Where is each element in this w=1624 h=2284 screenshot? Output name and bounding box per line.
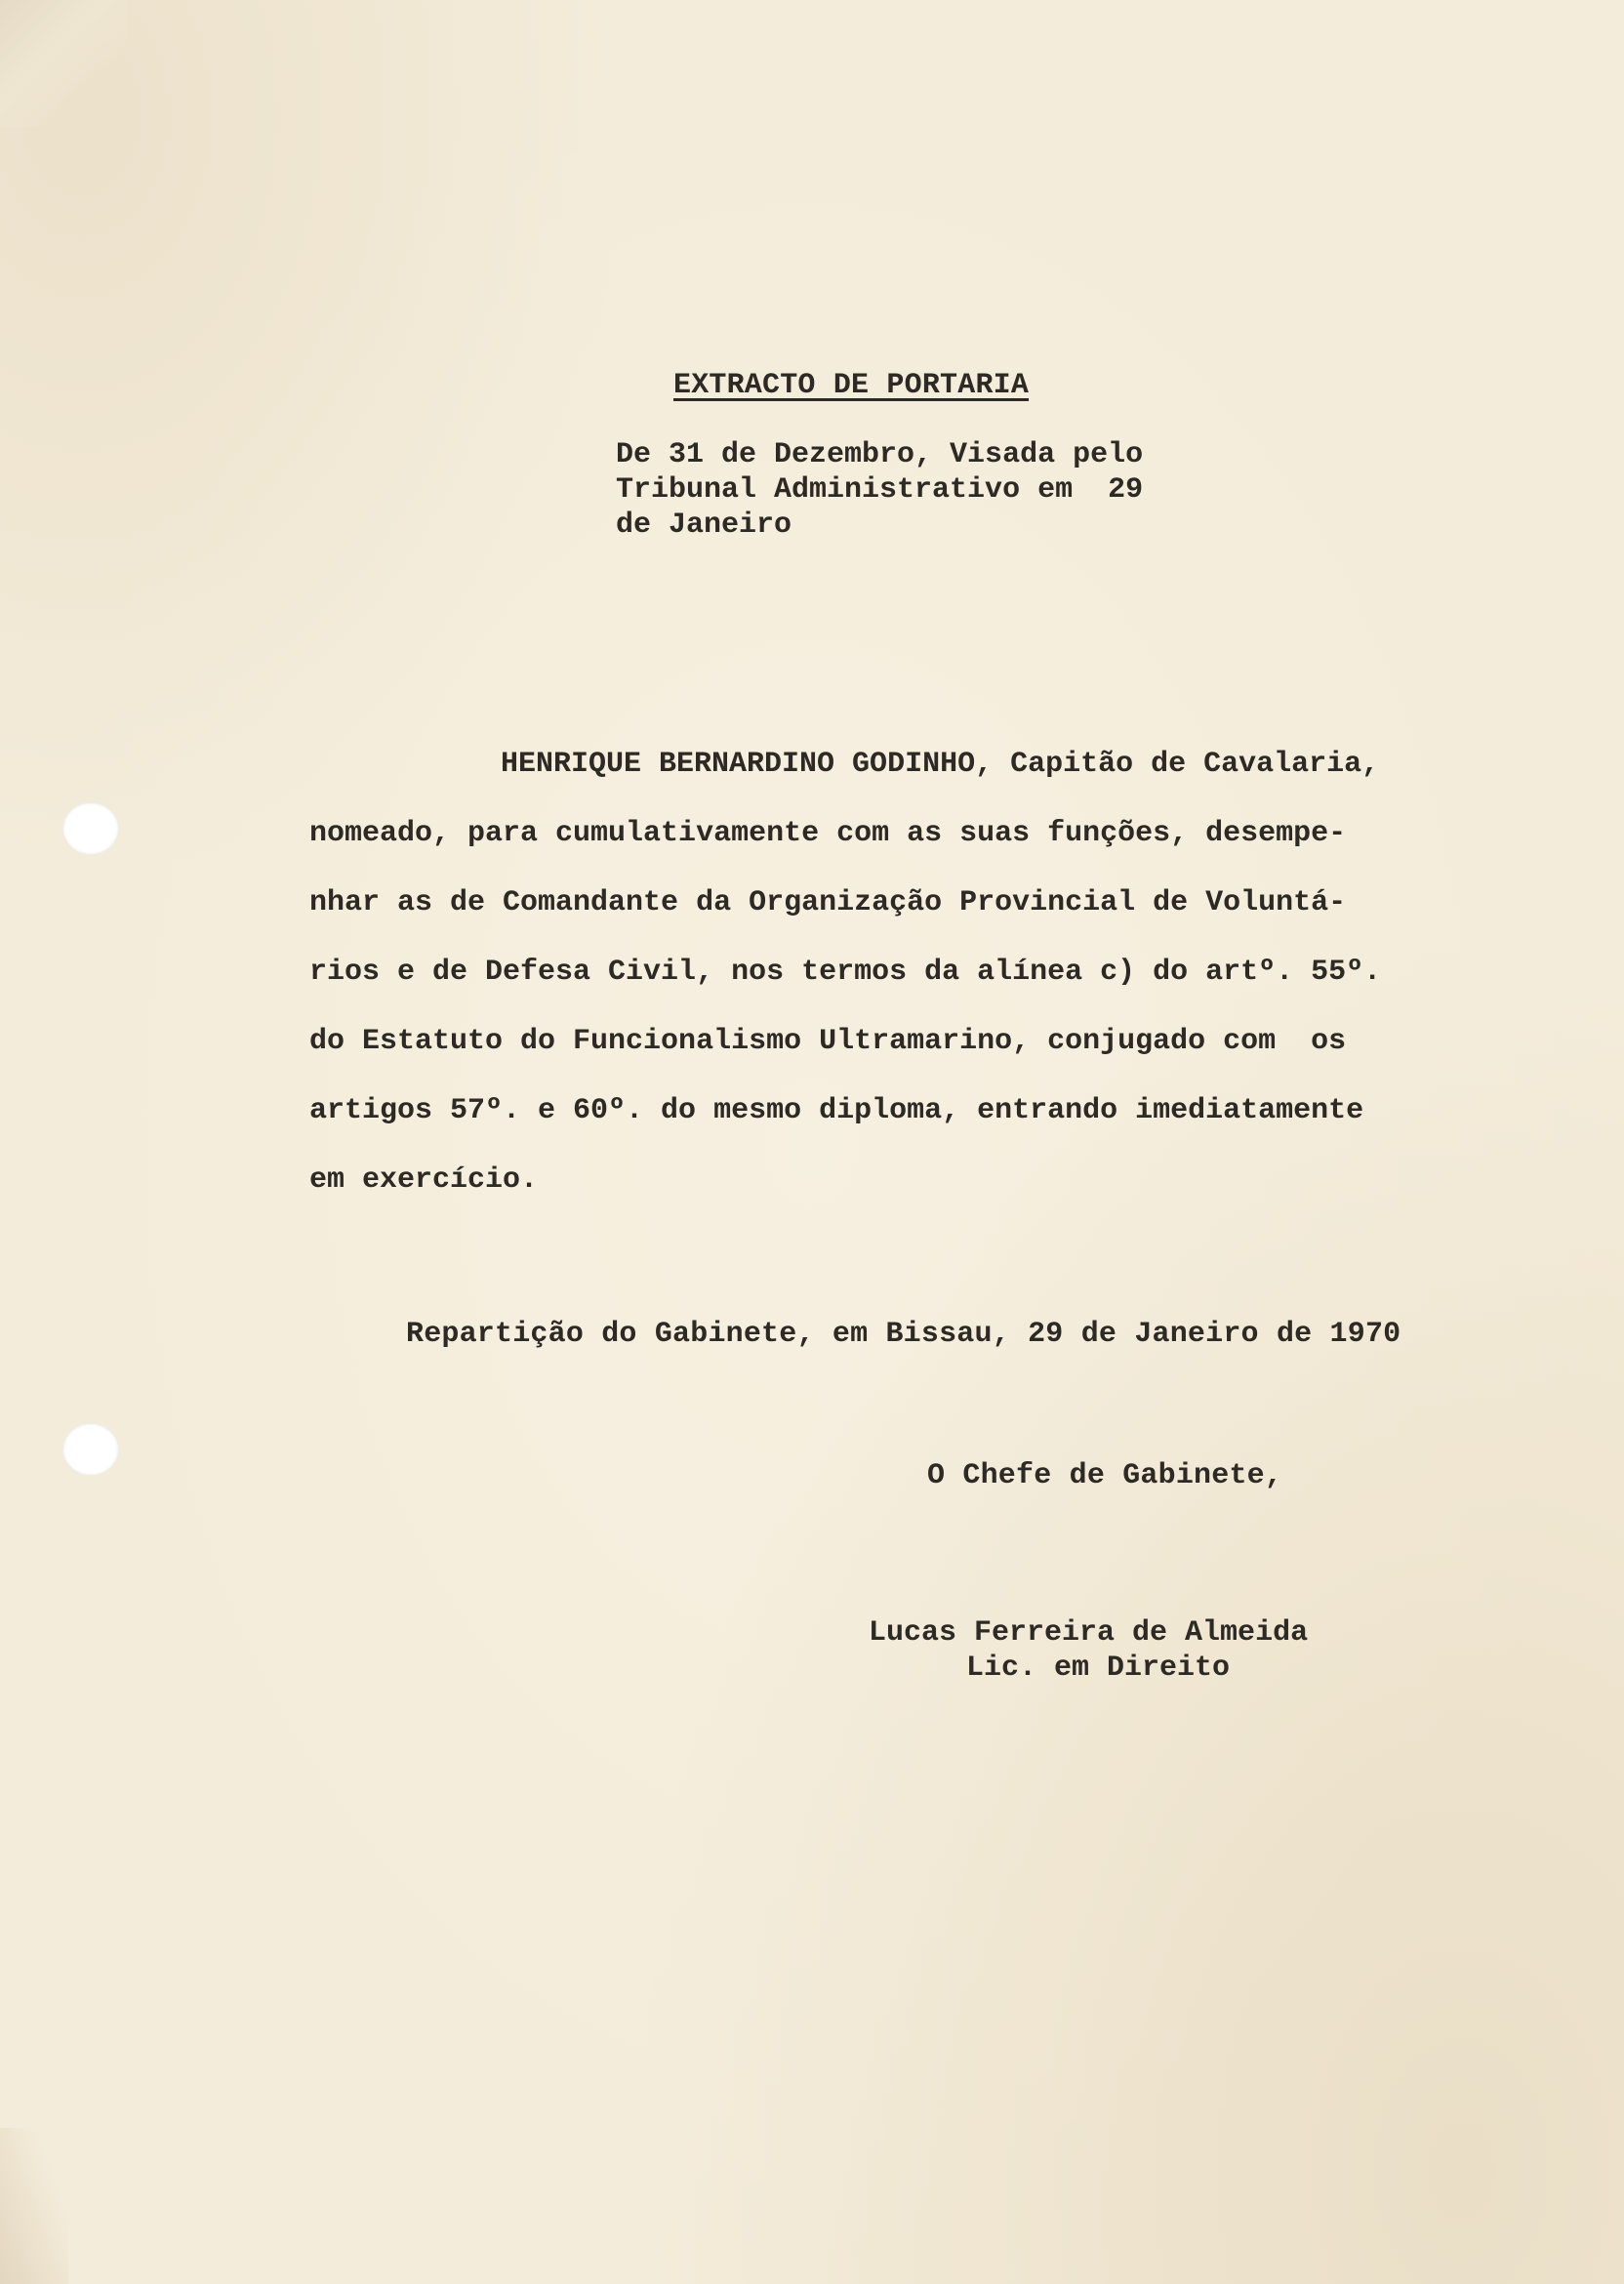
place-date: Repartição do Gabinete, em Bissau, 29 de Janeiro de 1970 <box>406 1318 1401 1351</box>
torn-corner <box>0 0 127 127</box>
body-line: artigos 57º. e 60º. do mesmo diploma, entrando imediatamente <box>309 1094 1364 1127</box>
subtitle-line: De 31 de Dezembro, Visada pelo <box>616 438 1144 471</box>
body-line: em exercício. <box>309 1163 539 1197</box>
subtitle-line: de Janeiro <box>616 509 792 542</box>
body-line: nhar as de Comandante da Organização Provincial de Voluntá- <box>309 886 1347 919</box>
signatory-name: Lucas Ferreira de Almeida <box>869 1616 1309 1650</box>
subtitle-line: Tribunal Administrativo em 29 <box>616 473 1144 507</box>
body-line: rios e de Defesa Civil, nos termos da alínea c) do artº. 55º. <box>309 956 1382 989</box>
paper-fold <box>0 2128 68 2284</box>
signature-block <box>869 1615 1357 1686</box>
punch-hole-icon <box>62 802 119 855</box>
document-subtitle <box>616 437 1143 543</box>
closing-title: O Chefe de Gabinete, <box>927 1459 1283 1492</box>
body-line: HENRIQUE BERNARDINO GODINHO, Capitão de Cavalaria, <box>501 748 1380 781</box>
document-title: EXTRACTO DE PORTARIA <box>673 369 1030 402</box>
document-body <box>309 730 1500 1215</box>
punch-hole-icon <box>62 1423 119 1476</box>
body-line: nomeado, para cumulativamente com as suas funções, desempe- <box>309 817 1347 850</box>
body-line: do Estatuto do Funcionalismo Ultramarino, conjugado com os <box>309 1025 1347 1058</box>
signatory-degree: Lic. em Direito <box>966 1652 1231 1685</box>
